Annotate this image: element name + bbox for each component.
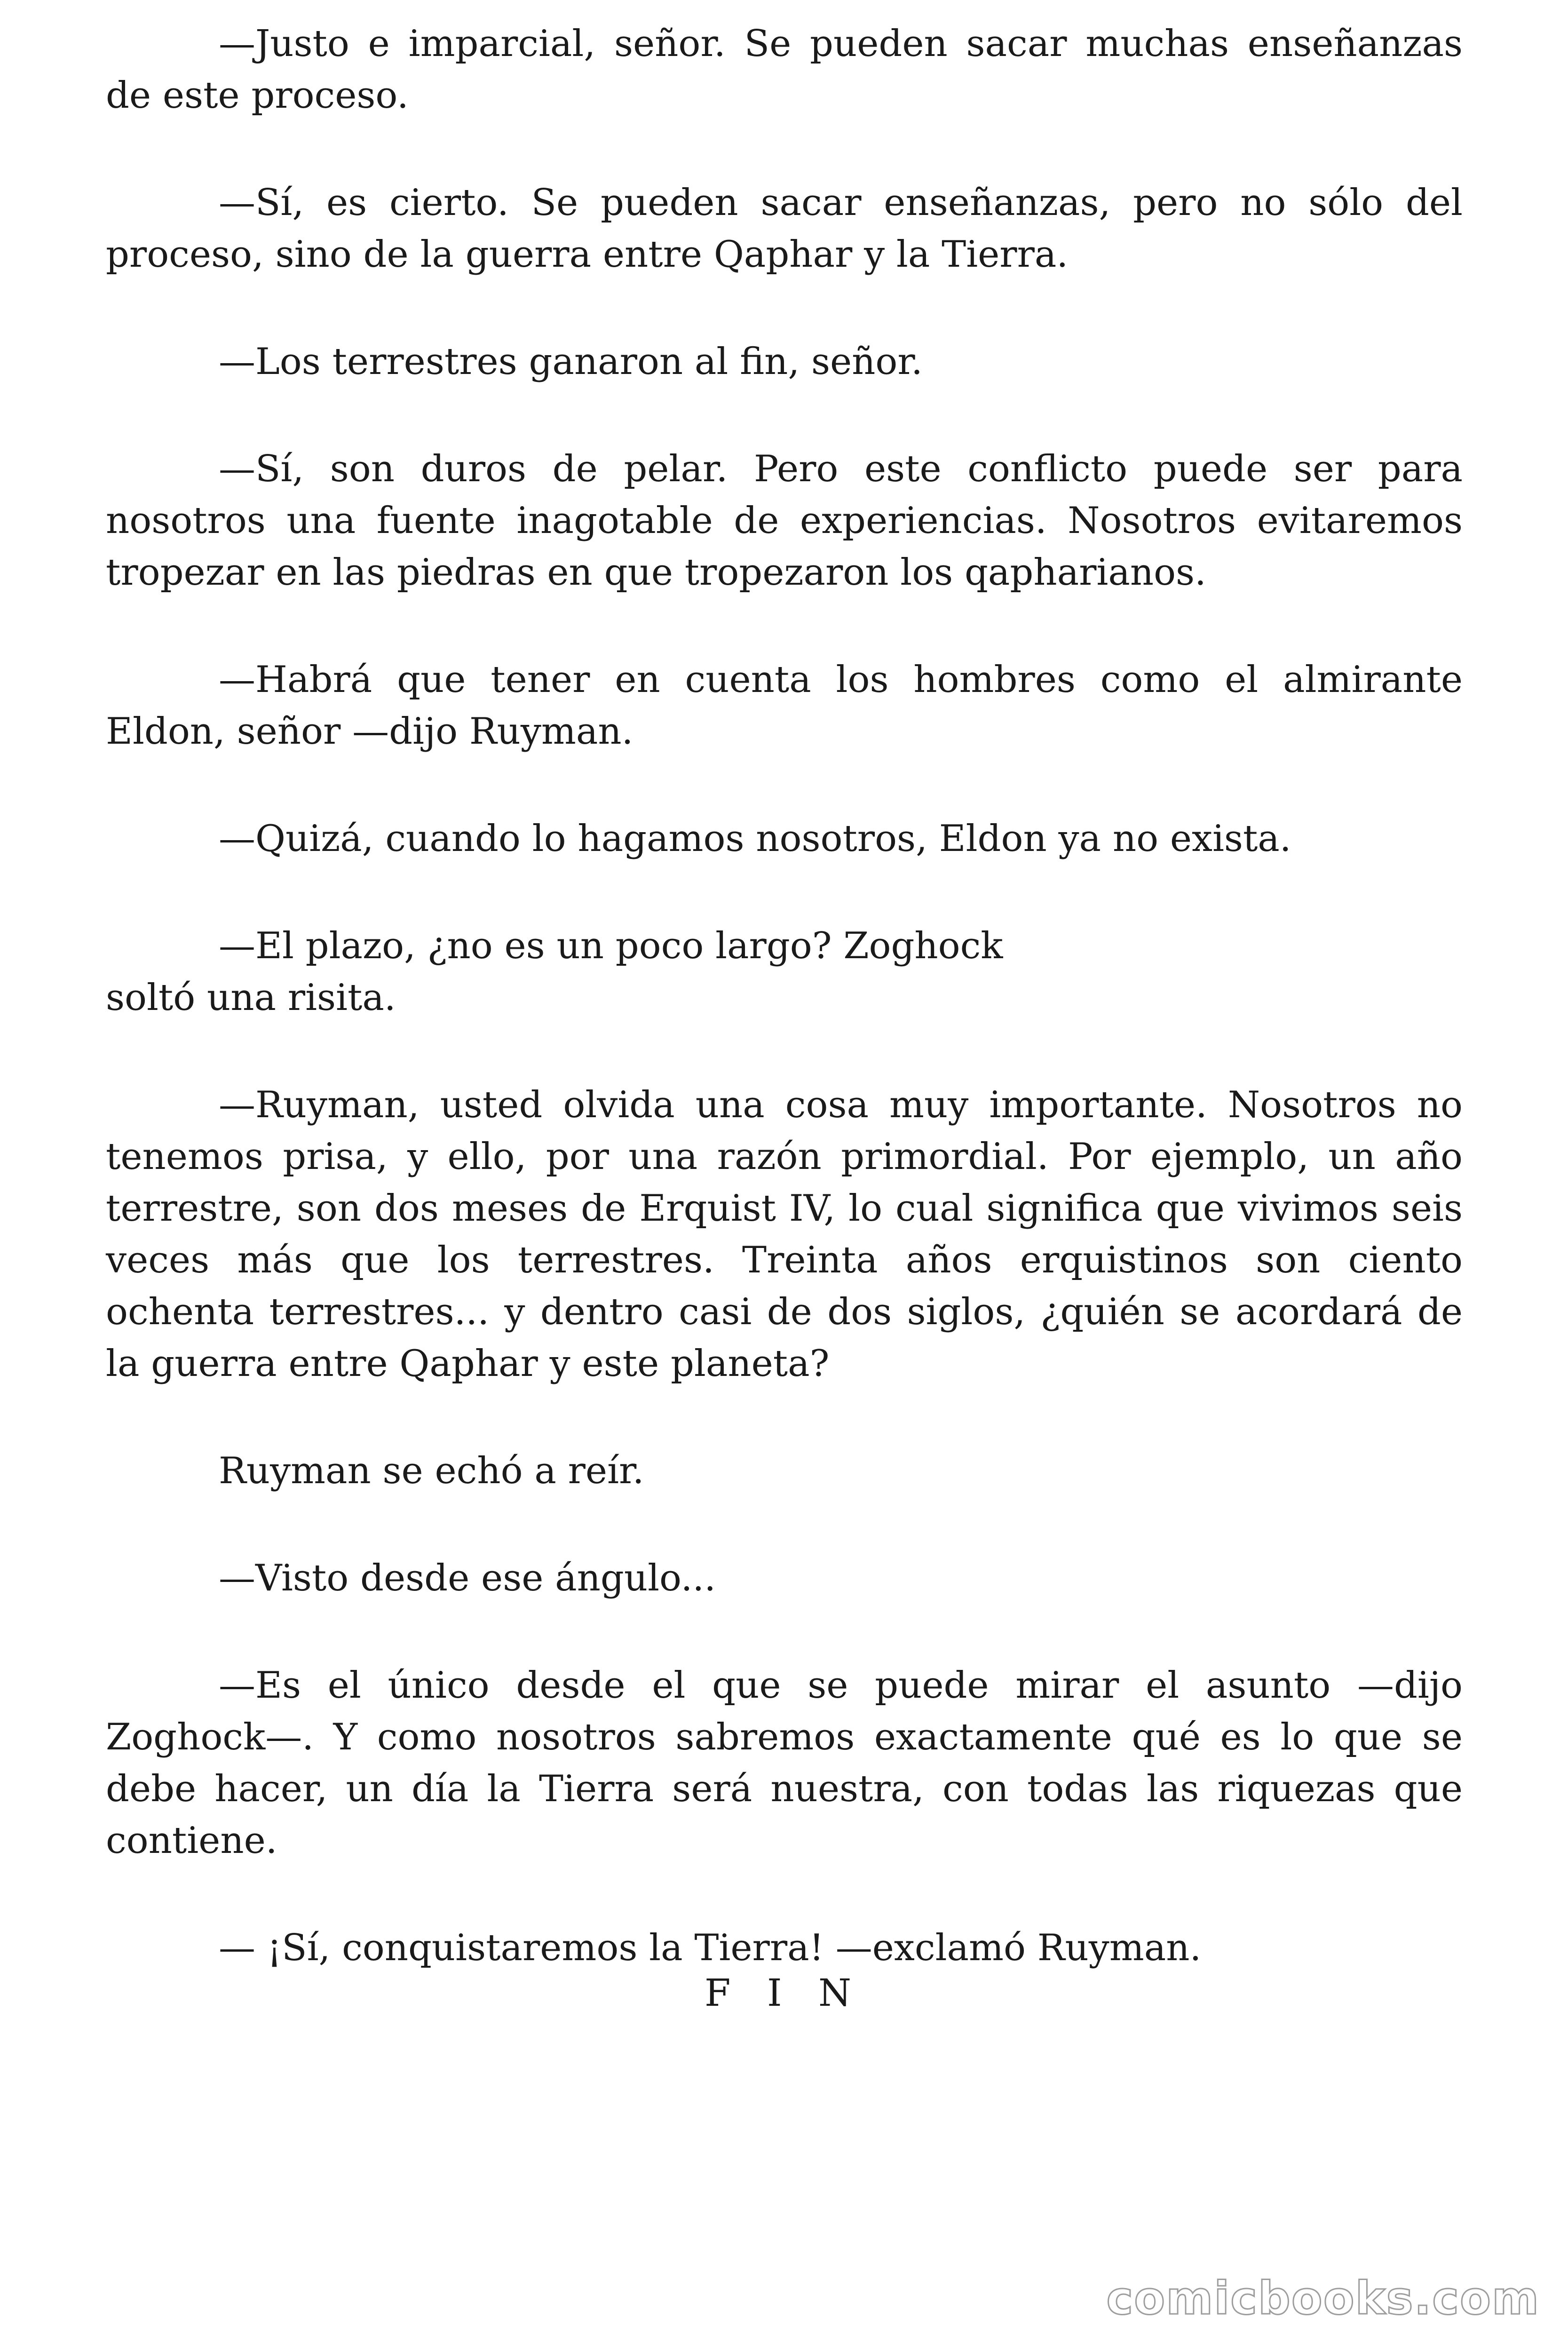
paragraph-los-terrestres: —Los terrestres ganaron al fin, señor. xyxy=(219,341,923,383)
ending-text: F I N xyxy=(705,1971,863,2015)
paragraph-conquistaremos: — ¡Sí, conquistaremos la Tierra! —exclamó Ruyman. xyxy=(219,1927,1202,1969)
paragraph-el-plazo-line-1: —El plazo, ¿no es un poco largo? Zoghock xyxy=(219,925,1003,967)
watermark: comicbooks.com xyxy=(1106,2272,1540,2325)
paragraph-el-plazo xyxy=(106,920,1463,1024)
paragraph-justo: —Justo e imparcial, señor. Se pueden sacar muchas enseñanzas de este proceso. xyxy=(106,23,1463,117)
paragraph-habra-que-tener: —Habrá que tener en cuenta los hombres como el almirante Eldon, señor —dijo Ruyman. xyxy=(106,659,1463,753)
paragraph-si-es-cierto: —Sí, es cierto. Se pueden sacar enseñanzas, pero no sólo del proceso, sino de la guerra entre Qaphar y la Tierra. xyxy=(106,182,1463,276)
paragraph-ruyman-usted-olvida: —Ruyman, usted olvida una cosa muy importante. Nosotros no tenemos prisa, y ello, por una razón primordial. Por ejemplo, un año terrestre, son dos meses de Erquist IV, lo cual significa que vivimos seis veces más que los terrestres. Treinta años erquistinos son ciento ochenta terrestres... y dentro casi de dos siglos, ¿quién se acordará de la guerra entre Qaphar y este planeta? xyxy=(106,1084,1463,1385)
paragraph-visto-desde: —Visto desde ese ángulo... xyxy=(219,1557,716,1599)
paragraph-es-el-unico: —Es el único desde el que se puede mirar el asunto —dijo Zoghock—. Y como nosotros sabremos exactamente qué es lo que se debe hacer, un día la Tierra será nuestra, con todas las riquezas que contiene. xyxy=(106,1664,1463,1862)
paragraph-ruyman-se-echo: Ruyman se echó a reír. xyxy=(219,1450,644,1492)
paragraph-duros-de-pelar: —Sí, son duros de pelar. Pero este conflicto puede ser para nosotros una fuente inagotable de experiencias. Nosotros evitaremos tropezar en las piedras en que tropezaron los qapharianos. xyxy=(106,448,1463,594)
paragraph-el-plazo-line-2: soltó una risita. xyxy=(106,977,396,1019)
paragraph-quiza: —Quizá, cuando lo hagamos nosotros, Eldon ya no exista. xyxy=(219,818,1291,860)
document-body xyxy=(106,18,1463,2029)
